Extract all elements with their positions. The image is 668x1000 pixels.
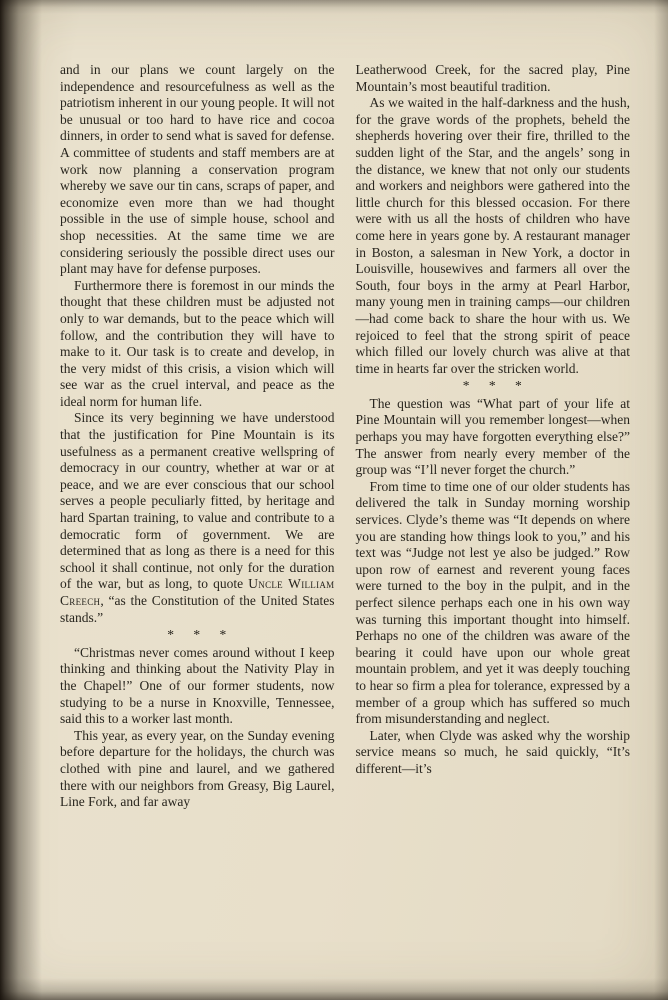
paragraph: Furthermore there is foremost in our minds the thought that these children must be adjusted not only to war demands, but to the peace which will follow, and the contribution they will have to make to it. Our task is to create and develop, in the very midst of this crisis, a vision which will see war as the cruel interval, and peace as the ideal norm for human life.: [60, 277, 335, 409]
gutter-shadow: [0, 0, 42, 1000]
paragraph: and in our plans we count largely on the independence and resourcefulness as well as the patriotism inherent in our young people. It will not be unusual or too hard to have rice and cocoa dinners, in order to send what is saved for defense. A committee of students and staff members are at work now planning a conservation program whereby we save our tin cans, scraps of paper, and economize even more than we had thought possible in the use of simple house, school and shop necessities. At the same time we are considering seriously the possible direct uses our plant may have for defense purposes.: [60, 62, 335, 277]
paragraph: Later, when Clyde was asked why the worship service means so much, he said quickly, “It’s different—it’s: [355, 727, 630, 776]
paragraph: This year, as every year, on the Sunday evening before departure for the holidays, the church was clothed with pine and laurel, and we gathered there with our neighbors from Greasy, Big Laurel, Line Fork, and far away: [60, 727, 335, 810]
paragraph: [60, 410, 335, 626]
paragraph: “Christmas never comes around without I keep thinking and thinking about the Nativity Play in the Chapel!” One of our former students, now studying to be a nurse in Knoxville, Tennessee, said this to a worker last month.: [60, 644, 335, 727]
scan-shadow-bottom: [0, 978, 668, 1000]
paragraph: Leatherwood Creek, for the sacred play, Pine Mountain’s most beautiful tradition.: [355, 62, 630, 94]
scan-shadow-top: [0, 0, 668, 14]
section-separator: * * *: [167, 627, 228, 643]
paragraph: From time to time one of our older students has delivered the talk in Sunday morning worship services. Clyde’s theme was “It depends on where you are standing how things look to you,” and his text was “Judge not lest ye also be judged.” Row upon row of earnest and reverent young faces were turned to the boy in the pulpit, and in the perfect silence perhaps each one in his own way was turning this important thought into himself. Perhaps no one of the children was aware of the bearing it could have upon our whole great mountain problem, and yet it was deeply touching to hear so firm a plea for tolerance, expressed by a member of a group which has suffered so much from misunderstanding and neglect.: [355, 478, 630, 727]
section-separator: * * *: [462, 378, 523, 394]
paragraph-text: , “as the Constitution of the United States stands.”: [60, 593, 335, 625]
scan-shadow-right: [654, 0, 668, 1000]
smallcaps-name: Uncle William Creech: [60, 576, 335, 608]
paragraph-text: Since its very beginning we have understood that the justification for Pine Mountain is its usefulness as a permanent creative wellspring of democracy in our country, whether at war or at peace, and we are ever conscious that our school serves a people peculiarly fitted, by heritage and hard Spartan training, to value and contribute to a democratic form of government. We are determined that as long as there is a need for this school it shall continue, not only for the duration of the war, but as long, to quote: [60, 410, 335, 592]
right-column: [356, 62, 631, 811]
paragraph: As we waited in the half-darkness and the hush, for the grave words of the prophets, beheld the shepherds hovering over their fire, thrilled to the sudden light of the Star, and the angels’ song in the distance, we knew that not only our students and workers and neighbors were gathered into the little church for this blessed occasion. For there were with us all the hosts of children who have come here in years gone by. A restaurant manager in Boston, a salesman in New York, a doctor in Louisville, housewives and farmers all over the South, four boys in the army at Pearl Harbor, many young men in training camps—our children—had come back to share the hour with us. We rejoiced to feel that the strong spirit of peace which filled our lovely church was alive at that time in hearts far over the stricken world.: [355, 95, 630, 376]
paragraph: The question was “What part of your life at Pine Mountain will you remember longest—when perhaps you may have forgotten everything else?” The answer from nearly every member of the group was “I’ll never forget the church.”: [355, 395, 630, 478]
left-column: [60, 62, 335, 811]
page-content: [60, 62, 630, 811]
